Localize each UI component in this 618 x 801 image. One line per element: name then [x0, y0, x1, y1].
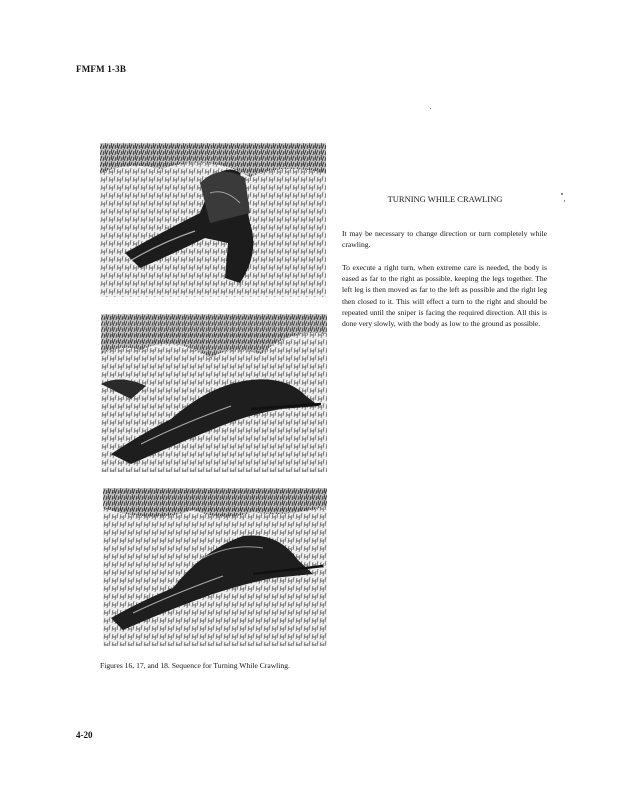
figure-caption: Figures 16, 17, and 18. Sequence for Turning While Crawling.: [100, 661, 290, 670]
figure-18-photo: [103, 488, 327, 646]
section-title: TURNING WHILE CRAWLING: [387, 194, 503, 204]
figure-16-photo: [100, 143, 326, 297]
scan-speck: [430, 108, 431, 109]
scan-speck: [564, 200, 565, 202]
figure-17-photo: [101, 314, 327, 472]
page-number: 4-20: [76, 730, 93, 740]
paragraph-intro: It may be necessary to change direction or turn completely while crawling.: [342, 229, 547, 250]
scan-speck: [561, 193, 563, 195]
document-header: FMFM 1-3B: [76, 64, 127, 74]
paragraph-procedure: To execute a right turn, when extreme care is needed, the body is eased as far to the right as possible, keeping the legs together. The left leg is then moved as far to the left as possible and the right leg then closed to it. This will effect a turn to the right and should be repeated until the sniper is facing the required direction. All this is done very slowly, with the body as low to the ground as possible.: [342, 263, 547, 329]
